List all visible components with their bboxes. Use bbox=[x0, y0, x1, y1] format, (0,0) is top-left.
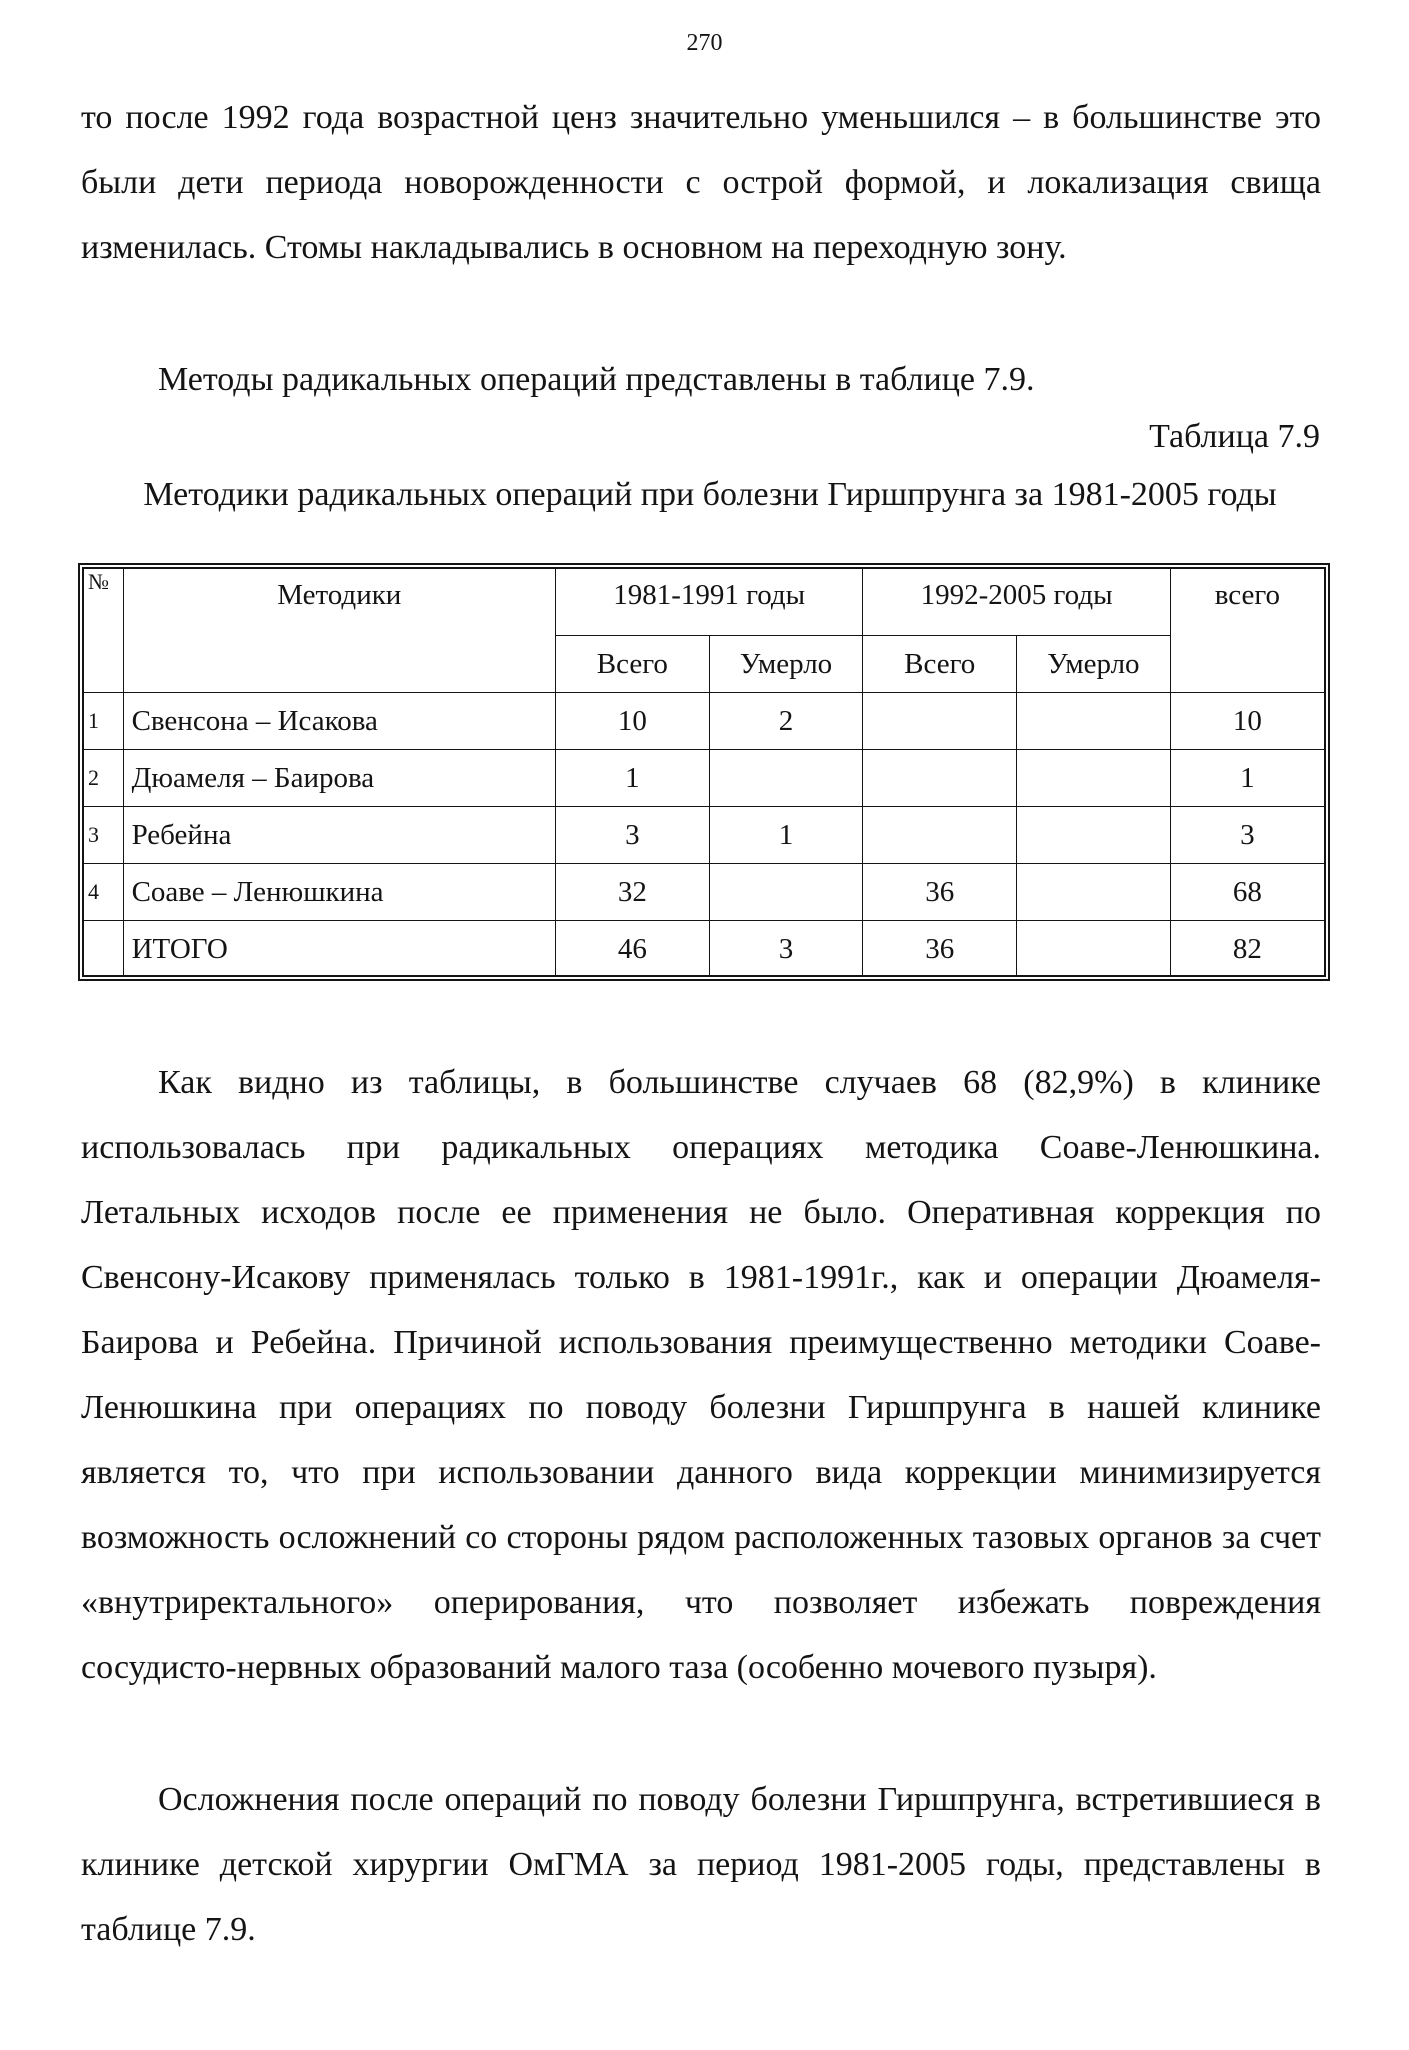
cell-p1-total: 46 bbox=[555, 921, 709, 978]
subheader-p2-total: Всего bbox=[863, 636, 1017, 693]
cell-p2-died bbox=[1017, 807, 1171, 864]
header-total: всего bbox=[1170, 569, 1324, 693]
cell-total: 10 bbox=[1170, 693, 1324, 750]
cell-method: Соаве – Ленюшкина bbox=[123, 864, 555, 921]
table-row-total bbox=[84, 921, 1324, 978]
header-period-1992-2005: 1992-2005 годы bbox=[863, 569, 1170, 636]
cell-p2-died bbox=[1017, 750, 1171, 807]
paragraph-intro: то после 1992 года возрастной ценз значительно уменьшился – в большинстве это были дети периода новорожденности с острой формой, и локализация свища изменилась. Стомы накладывались в основном на переходную зону. bbox=[81, 99, 1321, 266]
cell-num: 3 bbox=[84, 807, 123, 864]
cell-num: 1 bbox=[84, 693, 123, 750]
cell-p2-total: 36 bbox=[863, 921, 1017, 978]
table-row bbox=[84, 693, 1324, 750]
cell-p2-died bbox=[1017, 921, 1171, 978]
cell-p2-total bbox=[863, 750, 1017, 807]
table-row bbox=[84, 750, 1324, 807]
cell-p1-died bbox=[709, 750, 863, 807]
cell-method: ИТОГО bbox=[123, 921, 555, 978]
cell-num: 4 bbox=[84, 864, 123, 921]
header-num: № bbox=[84, 569, 123, 693]
cell-p1-died bbox=[709, 864, 863, 921]
cell-p2-died bbox=[1017, 693, 1171, 750]
cell-p2-died bbox=[1017, 864, 1171, 921]
cell-num: 2 bbox=[84, 750, 123, 807]
page-number: 270 bbox=[686, 30, 723, 56]
cell-method: Дюамеля – Баирова bbox=[123, 750, 555, 807]
header-period-1981-1991: 1981-1991 годы bbox=[555, 569, 862, 636]
cell-p1-total: 10 bbox=[555, 693, 709, 750]
cell-p2-total: 36 bbox=[863, 864, 1017, 921]
table-label: Таблица 7.9 bbox=[1149, 418, 1320, 455]
paragraph-methods-ref: Методы радикальных операций представлены в таблице 7.9. bbox=[158, 361, 1035, 398]
cell-p1-died: 1 bbox=[709, 807, 863, 864]
methods-table bbox=[84, 569, 1324, 977]
header-method: Методики bbox=[123, 569, 555, 693]
cell-p1-died: 3 bbox=[709, 921, 863, 978]
cell-p1-total: 3 bbox=[555, 807, 709, 864]
cell-p2-total bbox=[863, 693, 1017, 750]
paragraph-complications: Осложнения после операций по поводу болезни Гиршпрунга, встретившиеся в клинике детской хирургии ОмГМА за период 1981-2005 годы, представлены в таблице 7.9. bbox=[81, 1781, 1321, 1948]
cell-p2-total bbox=[863, 807, 1017, 864]
cell-method: Ребейна bbox=[123, 807, 555, 864]
subheader-p1-total: Всего bbox=[555, 636, 709, 693]
cell-total: 1 bbox=[1170, 750, 1324, 807]
cell-p1-total: 32 bbox=[555, 864, 709, 921]
subheader-p2-died: Умерло bbox=[1017, 636, 1171, 693]
table-frame bbox=[78, 563, 1330, 981]
cell-total: 3 bbox=[1170, 807, 1324, 864]
subheader-p1-died: Умерло bbox=[709, 636, 863, 693]
cell-total: 82 bbox=[1170, 921, 1324, 978]
table-row bbox=[84, 807, 1324, 864]
cell-method: Свенсона – Исакова bbox=[123, 693, 555, 750]
cell-p1-total: 1 bbox=[555, 750, 709, 807]
cell-total: 68 bbox=[1170, 864, 1324, 921]
table-row bbox=[84, 864, 1324, 921]
cell-num bbox=[84, 921, 123, 978]
cell-p1-died: 2 bbox=[709, 693, 863, 750]
table-title: Методики радикальных операций при болезни Гиршпрунга за 1981-2005 годы bbox=[143, 476, 1277, 513]
paragraph-analysis: Как видно из таблицы, в большинстве случаев 68 (82,9%) в клинике использовалась при радикальных операциях методика Соаве-Ленюшкина. Летальных исходов после ее применения не было. Оперативная коррекция по Свенсону-Исакову применялась только в 1981-1991г., как и операции Дюамеля-Баирова и Ребейна. Причиной использования преимущественно методики Соаве-Ленюшкина при операциях по поводу болезни Гиршпрунга в нашей клинике является то, что при использовании данного вида коррекции минимизируется возможность осложнений со стороны рядом расположенных тазовых органов за счет «внутриректального» оперирования, что позволяет избежать повреждения сосудисто-нервных образований малого таза (особенно мочевого пузыря). bbox=[81, 1064, 1321, 1686]
